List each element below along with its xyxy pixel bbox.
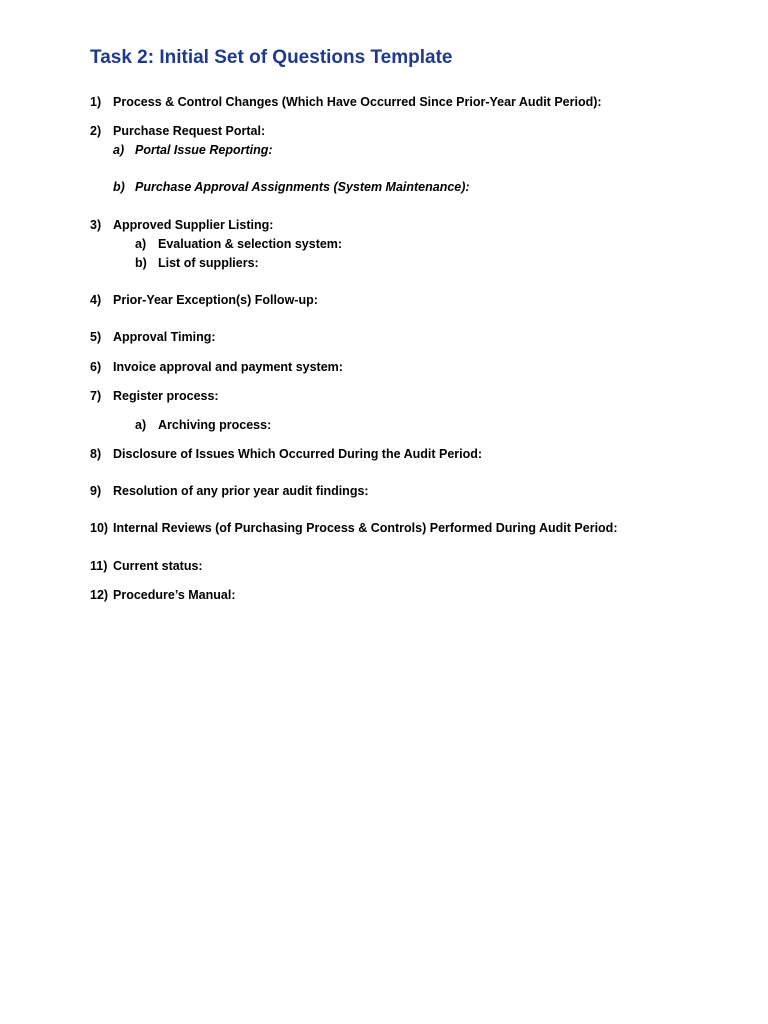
item-number: 7) [90, 389, 102, 403]
item-number: 6) [90, 360, 102, 374]
item-number: 8) [90, 447, 102, 461]
item-number: 11) [90, 559, 108, 573]
item-number: 3) [90, 218, 102, 232]
item-text: Prior-Year Exception(s) Follow-up: [113, 293, 318, 307]
item-text: Register process: [113, 389, 219, 403]
item-text: Current status: [113, 559, 203, 573]
sub-item-text: Archiving process: [158, 418, 272, 432]
sub-item-text: List of suppliers: [158, 256, 259, 270]
item-text: Internal Reviews (of Purchasing Process & Controls) Performed During Audit Period: [113, 521, 618, 535]
document-title: Task 2: Initial Set of Questions Template [90, 47, 453, 68]
sub-item-letter: b) [113, 180, 125, 194]
item-number: 1) [90, 95, 102, 109]
item-text: Disclosure of Issues Which Occurred During the Audit Period: [113, 447, 483, 461]
item-number: 9) [90, 484, 102, 498]
item-text: Approved Supplier Listing: [113, 218, 274, 232]
item-text: Resolution of any prior year audit findings: [113, 484, 369, 498]
sub-item-letter: a) [135, 418, 147, 432]
item-text: Invoice approval and payment system: [113, 360, 343, 374]
sub-item-text: Purchase Approval Assignments (System Maintenance): [135, 180, 470, 194]
item-text: Process & Control Changes (Which Have Occurred Since Prior-Year Audit Period): [113, 95, 602, 109]
item-text: Procedure’s Manual: [113, 588, 236, 602]
item-number: 5) [90, 330, 102, 344]
sub-item-letter: a) [113, 143, 125, 157]
sub-item-text: Evaluation & selection system: [158, 237, 343, 251]
item-number: 12) [90, 588, 109, 602]
item-number: 4) [90, 293, 102, 307]
sub-item-text: Portal Issue Reporting: [135, 143, 273, 157]
item-text: Purchase Request Portal: [113, 124, 266, 138]
item-text: Approval Timing: [113, 330, 216, 344]
sub-item-letter: b) [135, 256, 147, 270]
item-number: 10) [90, 521, 109, 535]
sub-item-letter: a) [135, 237, 147, 251]
item-number: 2) [90, 124, 102, 138]
